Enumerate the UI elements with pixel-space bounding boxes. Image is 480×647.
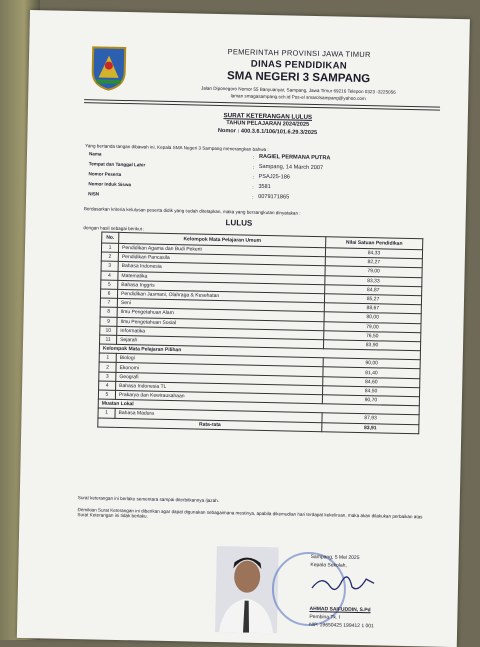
field-value-nisn: 0079171865 <box>258 193 290 201</box>
cell-subject: Pendidikan Pancasila <box>118 253 325 267</box>
cell-score: 84,87 <box>325 284 422 295</box>
cell-score: 82,27 <box>325 257 422 268</box>
field-value-nis: 3581 <box>258 183 271 191</box>
cell-score: 85,27 <box>324 294 421 305</box>
cell-subject: Bahasa Indonesia <box>118 262 325 276</box>
signature-place-date: Sampang, 5 Mei 2025 <box>310 553 360 562</box>
academic-year: TAHUN PELAJARAN 2024/2025 <box>226 120 310 128</box>
column-header-subject: Kelompok Mata Pelajaran Umum <box>119 232 326 247</box>
field-label-birth: Tempat dan Tanggal Lahir <box>88 161 146 168</box>
signatory-rank: Pembina Tk. I <box>309 613 341 621</box>
elective-subjects-group <box>98 353 420 406</box>
cell-number: 2 <box>101 252 118 262</box>
student-photo <box>215 546 279 633</box>
cell-subject: Bahasa Indonesia TL <box>116 381 323 395</box>
field-value-participant: PSAJ25-186 <box>258 173 291 181</box>
cell-subject: Ekonomi <box>116 363 323 377</box>
cell-subject: Matematika <box>118 271 325 285</box>
group-label-elective: Kelompok Mata Pelajaran Pilihan <box>99 344 420 360</box>
cell-subject: Pendidikan Jasmani, Olahraga & Kesehatan <box>117 289 324 303</box>
cell-subject: Bahasa Madura <box>115 409 322 423</box>
student-portrait-icon <box>215 546 279 633</box>
cell-number: 3 <box>99 372 116 382</box>
cell-subject: Prakarya dan Kewirausahaan <box>115 390 322 404</box>
result-status: LULUS <box>225 218 253 228</box>
field-colon: : <box>252 154 255 161</box>
closing-note: Demikian Surat Keterangan ini diberikan agar dapat digunakan sebagaimana mestinya, apabila dikemudian hari terdapat kekeliruan, maka akan dilakukan perbaikan atas Surat Keterangan ini tidak berlaku. <box>77 507 423 520</box>
cell-score: 84,33 <box>325 248 422 259</box>
results-intro: dengan hasil sebagai berikut : <box>83 225 145 232</box>
general-subjects-group <box>100 243 423 351</box>
validity-note: Surat keterangan ini berlaku sementara sampai diterbitkannya Ijazah. <box>77 495 220 504</box>
cell-score: 79,00 <box>325 266 422 277</box>
cell-number: 6 <box>100 289 117 299</box>
signature-mark <box>308 572 378 597</box>
cell-number: 11 <box>100 335 117 345</box>
east-java-emblem-icon <box>88 43 129 92</box>
field-colon: : <box>252 164 255 171</box>
cell-number: 2 <box>99 362 116 372</box>
field-value-name: RAGIEL PERMANA PUTRA <box>258 153 331 162</box>
cell-number: 4 <box>99 381 116 391</box>
cell-number: 9 <box>100 317 117 327</box>
cell-subject: Ilmu Pengetahuan Alam <box>117 308 324 322</box>
signature-role: Kepala Sekolah, <box>310 561 347 569</box>
field-label-nis: Nomor Induk Siswa <box>88 181 132 188</box>
cell-score: 83,33 <box>325 275 422 286</box>
cell-number: 1 <box>99 353 116 363</box>
cell-number: 1 <box>98 408 115 418</box>
cell-score: 90,70 <box>322 395 419 406</box>
field-colon: : <box>252 184 254 191</box>
criteria-statement: Berdasarkan kriteria kelulusan peserta didik yang sudah ditetapkan, maka yang bersangkutan dinyatakan : <box>83 206 301 216</box>
field-value-birth: Sampang, 14 March 2007 <box>258 163 324 172</box>
header-agency: DINAS PENDIDIKAN <box>250 58 348 72</box>
cell-score: 87,93 <box>322 413 419 424</box>
cell-number: 1 <box>101 243 118 253</box>
cell-number: 5 <box>98 390 115 400</box>
cell-number: 7 <box>100 298 117 308</box>
cell-subject: Ilmu Pengetahuan Sosial <box>117 317 324 331</box>
grades-table <box>97 232 423 434</box>
cell-number: 8 <box>100 307 117 317</box>
cell-subject: Seni <box>117 299 324 313</box>
group-label-local: Muatan Lokal <box>98 399 419 415</box>
cell-subject: Geografi <box>116 372 323 386</box>
field-colon: : <box>252 174 254 181</box>
average-value: 83,91 <box>322 422 419 433</box>
column-header-score: Nilai Satuan Pendidikan <box>326 237 423 250</box>
header-province: PEMERINTAH PROVINSI JAWA TIMUR <box>227 47 371 60</box>
cell-score: 79,00 <box>324 321 421 332</box>
cell-score: 76,50 <box>324 330 421 341</box>
cell-subject: Sejarah <box>117 335 324 349</box>
cell-score: 84,50 <box>323 386 420 397</box>
certificate-document <box>17 10 470 647</box>
cell-subject: Pendidikan Agama dan Budi Pekerti <box>118 243 325 257</box>
column-header-no: No. <box>102 232 119 243</box>
field-colon: : <box>252 194 254 201</box>
school-address: Jalan Diponegoro Nomor 55 Banyuanyar, Sampang, Jawa Timur 69216 Telepon 0323 -3225056 <box>200 85 396 95</box>
signatory-nip: NIP. 19650425 199412 1 001 <box>309 621 374 630</box>
cell-score: 88,67 <box>324 303 421 314</box>
cell-number: 3 <box>101 261 118 271</box>
field-label-participant: Nomor Peserta <box>88 171 122 177</box>
cell-number: 5 <box>101 280 118 290</box>
cell-number: 10 <box>100 326 117 336</box>
cell-score: 80,00 <box>324 312 421 323</box>
signatory-name: AHMAD SAIFUDDIN, S.Pd <box>309 605 371 614</box>
school-contact: laman smagasampang.sch.id Pos-el sman3sampang@yahoo.com <box>230 93 366 102</box>
cell-number: 4 <box>101 271 118 281</box>
document-title: SURAT KETERANGAN LULUS <box>223 112 313 121</box>
cell-score: 84,60 <box>323 376 420 387</box>
cell-subject: Biologi <box>116 354 323 368</box>
cell-score: 81,40 <box>323 367 420 378</box>
cell-subject: Informatika <box>117 326 324 340</box>
cell-score: 90,00 <box>323 358 420 369</box>
intro-text: Yang bertanda tangan dibawah ini, Kepala SMA Negeri 3 Sampang menerangkan bahwa : <box>85 143 269 153</box>
document-number: Nomor : 400.3.6.1/106/101.6.29.3/2025 <box>217 127 318 137</box>
field-label-nisn: NISN <box>88 191 100 197</box>
school-name: SMA NEGERI 3 SAMPANG <box>226 70 371 86</box>
cell-score: 83,90 <box>323 340 420 351</box>
average-label: Rata-rata <box>98 418 322 432</box>
field-label-name: Nama <box>88 151 102 157</box>
cell-subject: Bahasa Inggris <box>118 280 325 294</box>
